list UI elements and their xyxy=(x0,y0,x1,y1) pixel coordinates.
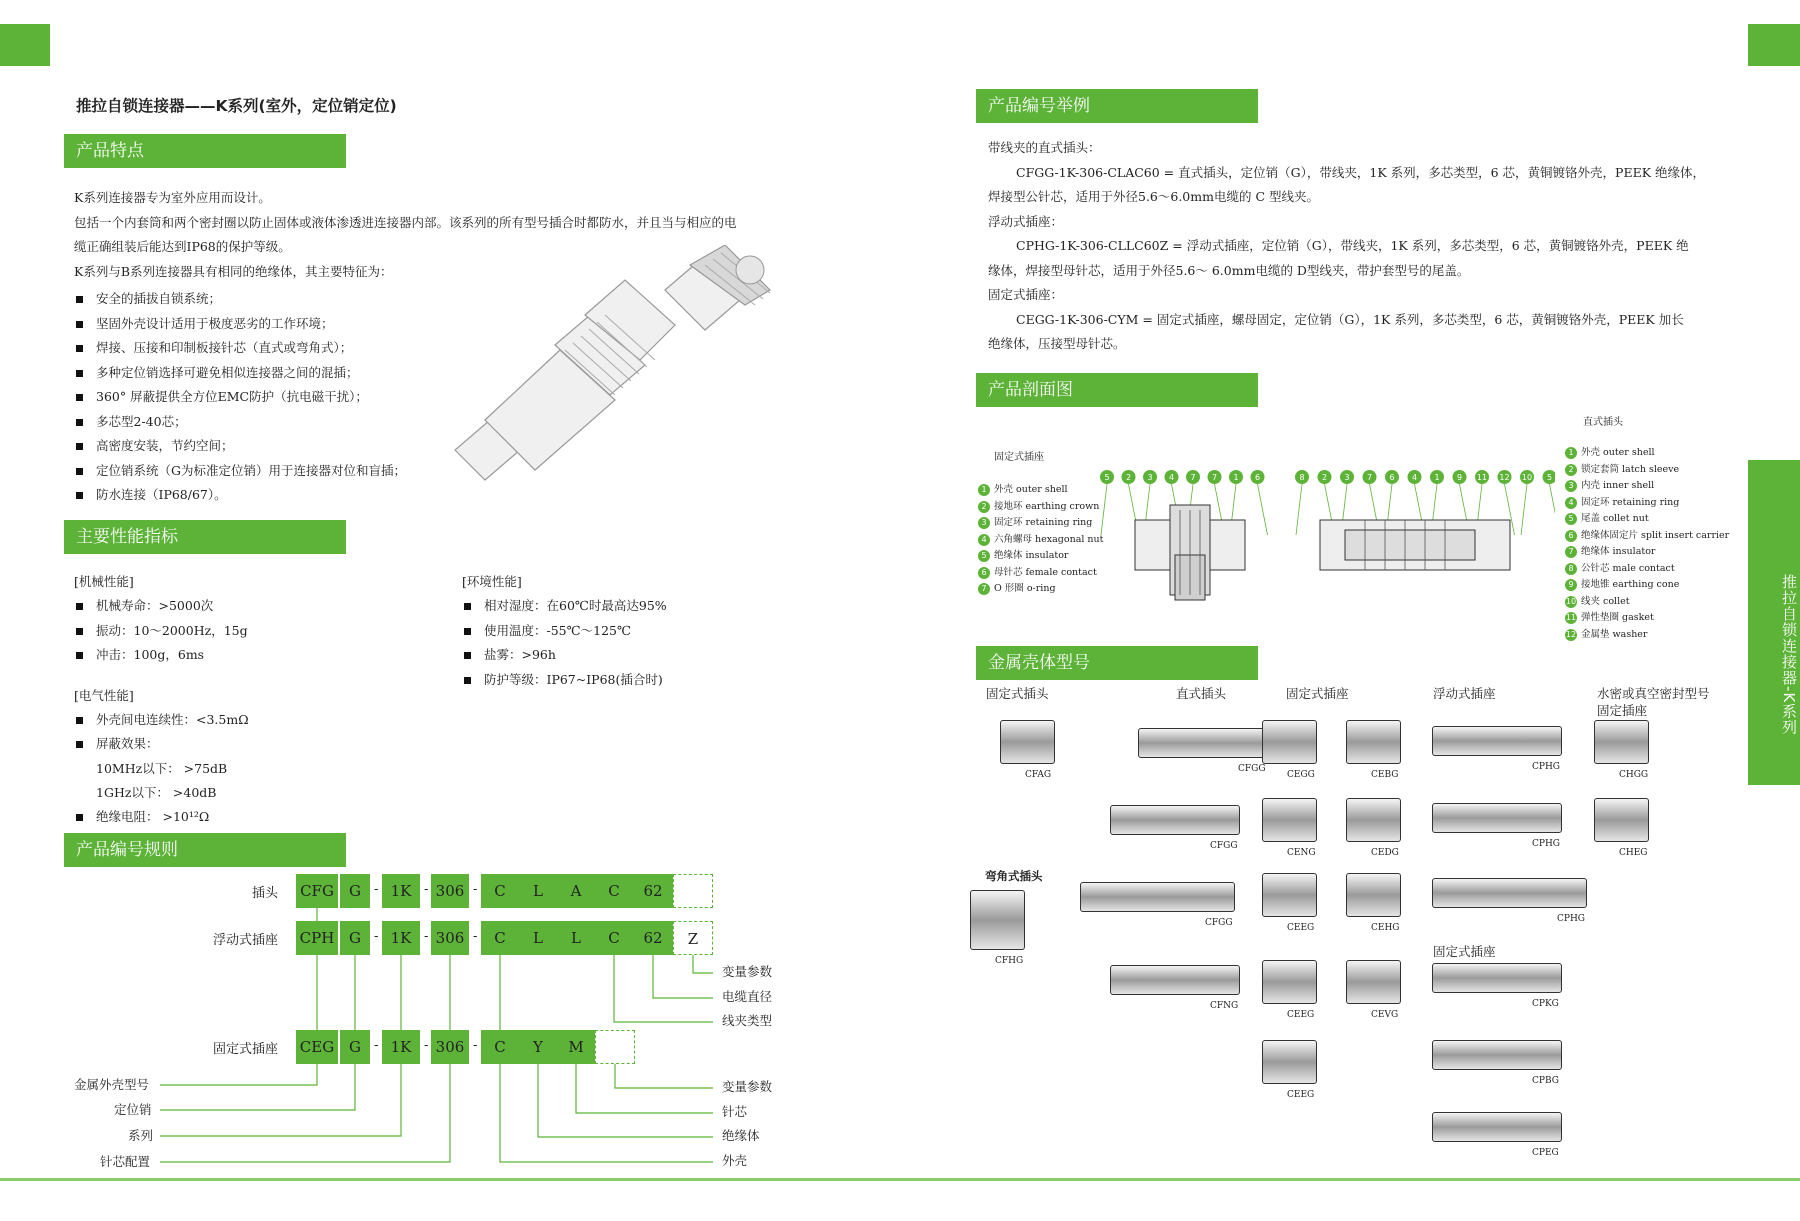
left-label: 系列 xyxy=(128,1128,154,1143)
example-line: 带线夹的直式插头： xyxy=(988,140,1101,155)
shell-code: CPHG xyxy=(1532,762,1560,772)
shell-code: CPEG xyxy=(1532,1148,1559,1158)
shell-code: CFAG xyxy=(1025,770,1052,780)
shell-thumbnail xyxy=(1262,798,1317,842)
code-cell: G xyxy=(340,1030,370,1064)
shell-code: CFNG xyxy=(1210,1001,1239,1011)
callout-leader xyxy=(1258,484,1268,535)
callout-number: 3 xyxy=(1147,473,1153,482)
left-label: 定位销 xyxy=(114,1102,152,1117)
right-label: 针芯 xyxy=(722,1104,748,1119)
separator: - xyxy=(424,882,429,897)
section-left-title: 固定式插座 xyxy=(994,452,1044,463)
code-cell: L xyxy=(519,921,557,955)
callout-number: 6 xyxy=(1389,473,1395,482)
shell-thumbnail xyxy=(1110,805,1240,835)
spec-item: 盐雾：>96h xyxy=(462,643,667,668)
legend-item: 8 公针芯 male contact xyxy=(1565,561,1729,578)
spec-item: 屏蔽效果： xyxy=(74,732,249,757)
shell-thumbnail xyxy=(1346,720,1401,764)
separator: - xyxy=(374,1038,379,1053)
floating-sub: 固定式插座 xyxy=(1433,944,1496,959)
separator: - xyxy=(473,882,478,897)
shell-col-header: 固定式插座 xyxy=(1286,686,1349,701)
example-line: CFGG-1K-306-CLAC60 = 直式插头，定位销（G），带线夹，1K 系列，多芯类型，6 芯，黄铜镀铬外壳，PEEK 绝缘体， xyxy=(1016,164,1706,180)
callout-number: 9 xyxy=(1456,473,1463,482)
shell-code: CEEG xyxy=(1287,1090,1315,1100)
shell-thumbnail xyxy=(1432,803,1562,833)
example-line: CPHG-1K-306-CLLC60Z = 浮动式插座，定位销（G），带线夹，1K 系列，多芯类型，6 芯，黄铜镀铬外壳，PEEK 绝 xyxy=(1016,238,1689,253)
code-cell: 1K xyxy=(382,921,420,955)
spec-item: 外壳间电连续性：<3.5mΩ xyxy=(74,708,249,733)
shell-thumbnail xyxy=(1432,963,1562,993)
code-cell: 306 xyxy=(431,874,469,908)
shell-code: CFGG xyxy=(1210,841,1238,851)
spec-item: 防护等级：IP67~IP68(插合时) xyxy=(462,668,667,693)
code-cell: CFG xyxy=(296,874,338,908)
callout-number: 5 xyxy=(1104,473,1110,482)
spec-item: 相对湿度：在60℃时最高达95% xyxy=(462,594,667,619)
code-cell: A xyxy=(557,874,595,908)
angle-header: 弯角式插头 xyxy=(985,869,1043,883)
legend-item: 12 金属垫 washer xyxy=(1565,628,1648,640)
shells-header: 金属壳体型号 xyxy=(976,646,1258,680)
shell-thumbnail xyxy=(1346,960,1401,1004)
right-label: 线夹类型 xyxy=(722,1013,773,1028)
callout-number: 1 xyxy=(1233,473,1239,482)
right-legend xyxy=(1565,445,1729,643)
shell-thumbnail xyxy=(1594,798,1649,842)
callout-leader xyxy=(1550,484,1556,535)
code-cell: C xyxy=(481,874,519,908)
separator: - xyxy=(473,1038,478,1053)
code-cell: C xyxy=(481,1030,519,1064)
shell-code: CEGG xyxy=(1287,770,1315,780)
feature-item: 多种定位销选择可避免相似连接器之间的混插； xyxy=(74,361,406,386)
legend-item: 4 固定环 retaining ring xyxy=(1565,495,1729,512)
separator: - xyxy=(424,1038,429,1053)
separator: - xyxy=(473,929,478,944)
shell-col-header: 直式插头 xyxy=(1176,686,1227,701)
shield-sub: 10MHz以下： >75dB xyxy=(96,760,228,776)
right-label: 电缆直径 xyxy=(722,989,773,1004)
feature-item: 焊接、压接和印制板接针芯（直式或弯角式）； xyxy=(74,336,406,361)
feature-item: 高密度安装，节约空间； xyxy=(74,434,406,459)
shell-code: CHEG xyxy=(1619,848,1648,858)
corner-mark-right xyxy=(1748,24,1800,66)
left-legend xyxy=(978,482,1103,598)
shell-thumbnail xyxy=(970,890,1025,950)
right-label: 变量参数 xyxy=(722,964,773,979)
shell-thumbnail xyxy=(1262,1040,1317,1084)
separator: - xyxy=(374,882,379,897)
mechanical-label: [机械性能] xyxy=(74,574,134,589)
callout-number: 10 xyxy=(1521,473,1533,482)
spec-item: 机械寿命：>5000次 xyxy=(74,594,249,619)
callout-leader xyxy=(1101,484,1107,535)
shell-thumbnail xyxy=(1138,728,1268,758)
code-cell: M xyxy=(557,1030,595,1064)
shell-thumbnail xyxy=(1432,878,1587,908)
legend-item: 6 母针芯 female contact xyxy=(978,565,1103,582)
shell-thumbnail xyxy=(1000,720,1055,764)
callout-number: 8 xyxy=(1299,473,1305,482)
shell-code: CEDG xyxy=(1371,848,1399,858)
examples-text xyxy=(988,136,1705,357)
callout-number: 4 xyxy=(1411,473,1418,482)
right-label: 绝缘体 xyxy=(722,1128,760,1143)
shell-thumbnail xyxy=(1262,960,1317,1004)
side-tab: 推拉自锁连接器-K系列 xyxy=(1748,460,1800,785)
left-label: 金属外壳型号 xyxy=(74,1077,150,1092)
shell-thumbnail xyxy=(1262,873,1317,917)
code-cell-suffix: Z xyxy=(673,921,713,955)
code-cell: Y xyxy=(519,1030,557,1064)
shell-code: CFGG xyxy=(1205,918,1233,928)
code-cell: G xyxy=(340,921,370,955)
callout-number: 11 xyxy=(1476,473,1488,482)
callout-number: 7 xyxy=(1366,473,1373,482)
right-label: 变量参数 xyxy=(722,1079,773,1094)
example-line: 浮动式插座： xyxy=(988,213,1064,229)
code-cell: C xyxy=(595,921,633,955)
shell-code: CENG xyxy=(1287,848,1316,858)
page-title: 推拉自锁连接器——K系列(室外，定位销定位) xyxy=(76,97,397,115)
feature-item: 多芯型2-40芯； xyxy=(74,410,406,435)
shell-col-header: 固定插座 xyxy=(1597,703,1648,718)
callout-number: 7 xyxy=(1211,473,1218,482)
row-label-plug: 插头 xyxy=(251,886,278,901)
legend-item: 9 接地锥 earthing cone xyxy=(1565,577,1729,594)
example-line: 绝缘体，压接型母针芯。 xyxy=(988,336,1126,351)
code-cell: 1K xyxy=(382,1030,420,1064)
features-paragraph: 缆正确组装后能达到IP68的保护等级。 xyxy=(74,239,291,254)
code-cell: G xyxy=(340,874,370,908)
left-label: 针芯配置 xyxy=(100,1154,151,1169)
feature-item: 坚固外壳设计适用于极度恶劣的工作环境； xyxy=(74,312,406,337)
shell-col-header: 浮动式插座 xyxy=(1433,686,1496,701)
legend-item: 1 外壳 outer shell xyxy=(978,482,1103,499)
code-cell: 306 xyxy=(431,921,469,955)
shell-code: CEHG xyxy=(1371,923,1400,933)
callout-number: 4 xyxy=(1168,473,1175,482)
callout-leader xyxy=(1521,484,1527,535)
performance-header: 主要性能指标 xyxy=(64,520,346,554)
callout-number: 3 xyxy=(1344,473,1350,482)
electrical-label: [电气性能] xyxy=(74,687,134,703)
row-label-floating: 浮动式插座 xyxy=(212,933,278,948)
legend-item: 7 O 形圈 o-ring xyxy=(978,581,1103,598)
callout-number: 7 xyxy=(1190,473,1196,482)
shell-code: CPHG xyxy=(1532,839,1560,849)
spec-item: 使用温度：-55℃～125℃ xyxy=(462,619,667,644)
shell-thumbnail xyxy=(1346,873,1401,917)
legend-item: 2 接地环 earthing crown xyxy=(978,499,1103,516)
callout-number: 12 xyxy=(1499,473,1510,482)
legend-item: 3 固定环 retaining ring xyxy=(978,515,1103,532)
example-line: 固定式插座： xyxy=(988,287,1064,302)
code-cell: 62 xyxy=(633,874,673,908)
legend-item: 11 弹性垫圈 gasket xyxy=(1565,612,1654,623)
shell-col-header: 水密或真空密封型号 xyxy=(1597,686,1710,701)
shell-col-header: 固定式插头 xyxy=(986,686,1049,701)
callout-number: 5 xyxy=(1546,473,1553,482)
cross-section-drawing xyxy=(1095,465,1555,615)
code-cell: L xyxy=(519,874,557,908)
shield-sub: 1GHz以下： >40dB xyxy=(96,784,217,800)
environment-label: [环境性能] xyxy=(462,574,522,589)
callout-number: 2 xyxy=(1321,473,1328,482)
callout-leader xyxy=(1296,484,1302,535)
legend-item: 2 锁定套筒 latch sleeve xyxy=(1565,462,1729,479)
shell-code: CEEG xyxy=(1287,1010,1315,1020)
shell-thumbnail xyxy=(1432,1112,1562,1142)
code-cell: 62 xyxy=(633,921,673,955)
features-header: 产品特点 xyxy=(64,134,346,168)
section-header: 产品剖面图 xyxy=(976,373,1258,407)
shell-code: CEBG xyxy=(1371,770,1399,780)
shell-code: CHGG xyxy=(1619,770,1649,780)
code-cell: C xyxy=(481,921,519,955)
callout-number: 2 xyxy=(1125,473,1132,482)
callout-number: 6 xyxy=(1254,473,1261,482)
right-label: 外壳 xyxy=(722,1153,748,1168)
code-cell: CEG xyxy=(296,1030,338,1064)
spec-item: 振动：10～2000Hz，15g xyxy=(74,619,249,644)
feature-item: 定位销系统（G为标准定位销）用于连接器对位和盲插； xyxy=(74,459,406,484)
legend-item: 4 六角螺母 hexagonal nut xyxy=(978,532,1103,549)
shell-thumbnail xyxy=(1262,720,1317,764)
example-line: 焊接型公针芯，适用于外径5.6～6.0mm电缆的 C 型线夹。 xyxy=(988,189,1319,204)
shell-thumbnail xyxy=(1080,882,1235,912)
features-paragraph: 包括一个内套筒和两个密封圈以防止固体或液体渗透进连接器内部。该系列的所有型号插合时都防水，并且当与相应的电 xyxy=(74,214,737,230)
numbering-header: 产品编号规则 xyxy=(64,833,346,867)
examples-header: 产品编号举例 xyxy=(976,89,1258,123)
separator: - xyxy=(424,929,429,944)
spec-item: 绝缘电阻： >10¹²Ω xyxy=(74,805,249,830)
code-cell: CPH xyxy=(296,921,338,955)
legend-item: 1 外壳 outer shell xyxy=(1565,445,1729,462)
shell-thumbnail xyxy=(1432,1040,1562,1070)
feature-item: 360° 屏蔽提供全方位EMC防护（抗电磁干扰）； xyxy=(74,385,406,410)
shell-thumbnail xyxy=(1110,965,1240,995)
code-cell: 1K xyxy=(382,874,420,908)
features-paragraph: K系列连接器专为室外应用而设计。 xyxy=(74,190,271,205)
shell-code: CPHG xyxy=(1557,914,1585,924)
shell-thumbnail xyxy=(1432,726,1562,756)
legend-item: 6 绝缘体固定片 split insert carrier xyxy=(1565,528,1729,545)
example-line: 缘体，焊接型母针芯，适用于外径5.6～ 6.0mm电缆的 D型线夹，带护套型号的尾盖。 xyxy=(988,262,1470,278)
features-paragraph: K系列与B系列连接器具有相同的绝缘体，其主要特征为： xyxy=(74,263,393,279)
shell-thumbnail xyxy=(1346,798,1401,842)
legend-item: 3 内壳 inner shell xyxy=(1565,478,1729,495)
shell-code: CFHG xyxy=(995,956,1024,966)
bottom-rule xyxy=(0,1178,1800,1181)
row-label-fixed: 固定式插座 xyxy=(212,1042,278,1057)
legend-item: 5 绝缘体 insulator xyxy=(978,548,1103,565)
shell-code: CEVG xyxy=(1371,1010,1399,1020)
section-right-title: 直式插头 xyxy=(1583,417,1623,428)
legend-item: 7 绝缘体 insulator xyxy=(1565,544,1729,561)
shell-code: CEEG xyxy=(1287,923,1315,933)
shell-thumbnail xyxy=(1594,720,1649,764)
feature-item: 安全的插拔自锁系统； xyxy=(74,287,406,312)
shell-code: CPBG xyxy=(1532,1076,1559,1086)
legend-item: 5 尾盖 collet nut xyxy=(1565,511,1729,528)
spec-item: 冲击：100g，6ms xyxy=(74,643,249,668)
shell-code: CPKG xyxy=(1532,999,1559,1009)
example-line: CEGG-1K-306-CYM = 固定式插座，螺母固定，定位销（G），1K 系列，多芯类型，6 芯，黄铜镀铬外壳，PEEK 加长 xyxy=(1016,311,1684,327)
code-cell: C xyxy=(595,874,633,908)
numbering-lines xyxy=(0,0,800,1180)
separator: - xyxy=(374,929,379,944)
shell-code: CFGG xyxy=(1238,764,1266,774)
callout-number: 1 xyxy=(1434,473,1440,482)
feature-item: 防水连接（IP68/67）。 xyxy=(74,483,406,508)
code-cell: L xyxy=(557,921,595,955)
code-cell: 306 xyxy=(431,1030,469,1064)
legend-item: 10 线夹 collet xyxy=(1565,595,1630,607)
